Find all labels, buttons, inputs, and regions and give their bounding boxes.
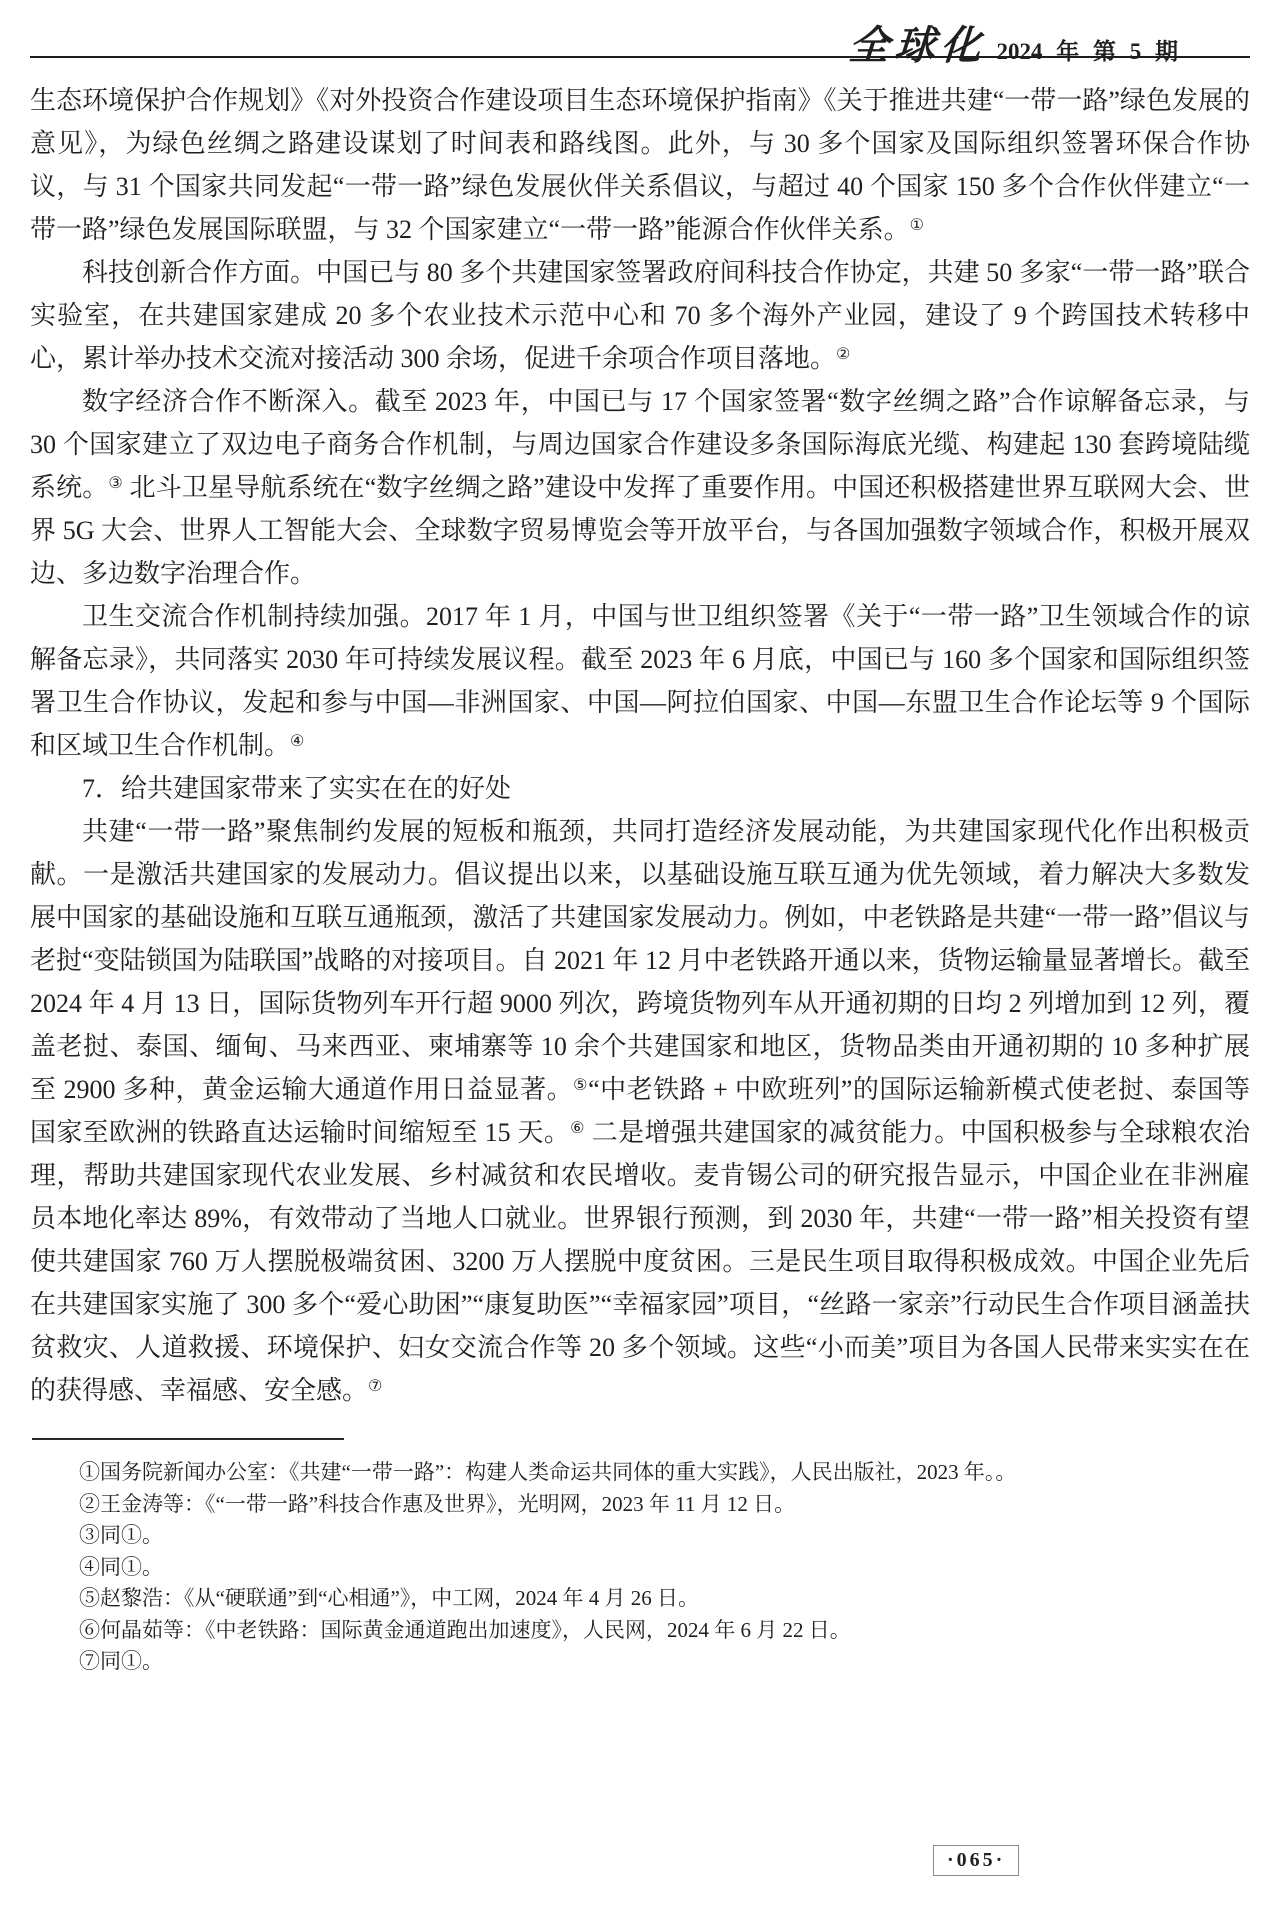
section-subheading: 7．给共建国家带来了实实在在的好处 <box>82 774 512 803</box>
paragraph-health-cooperation: 卫生交流合作机制持续加强。2017 年 1 月，中国与世卫组织签署《关于“一带一路”卫生领域合作的谅解备忘录》，共同落实 2030 年可持续发展议程。截至 2023 年 6 月底，中国已与 160 多个国家和国际组织签署卫生合作协议，发起和参与中国—非洲国家、中国—阿拉伯国家、中国—东盟卫生合作论坛等 9 个国际和区域卫生合作机制。④ <box>30 602 1250 760</box>
journal-logo: 全球化 <box>846 23 988 68</box>
issue-info: 2024 年 第 5 期 <box>996 39 1178 64</box>
paragraph-digital-economy: 数字经济合作不断深入。截至 2023 年，中国已与 17 个国家签署“数字丝绸之路”合作谅解备忘录，与 30 个国家建立了双边电子商务合作机制，与周边国家合作建设多条国际海底光缆、构建起 130 套跨境陆缆系统。③ 北斗卫星导航系统在“数字丝绸之路”建设中发挥了重要作用。中国还积极搭建世界互联网大会、世界 5G 大会、世界人工智能大会、全球数字贸易博览会等开放平台，与各国加强数字领域合作，积极开展双边、多边数字治理合作。 <box>30 387 1250 588</box>
paragraph-continuation: 生态环境保护合作规划》《对外投资合作建设项目生态环境保护指南》《关于推进共建“一带一路”绿色发展的意见》，为绿色丝绸之路建设谋划了时间表和路线图。此外，与 30 多个国家及国际组织签署环保合作协议，与 31 个国家共同发起“一带一路”绿色发展伙伴关系倡议，与超过 40 个国家 150 多个合作伙伴建立“一带一路”绿色发展国际联盟，与 32 个国家建立“一带一路”能源合作伙伴关系。① <box>30 86 1250 244</box>
footnote-divider <box>32 1438 344 1440</box>
page-number: ·065· <box>933 1845 1019 1876</box>
footnotes <box>30 1457 1250 1678</box>
article-body <box>30 79 1250 1412</box>
footnote-3: ③同①。 <box>79 1523 163 1547</box>
footnote-2: ②王金涛等：《“一带一路”科技合作惠及世界》，光明网，2023 年 11 月 12 日。 <box>79 1491 796 1516</box>
page-header <box>30 0 1250 68</box>
paragraph-benefits: 共建“一带一路”聚焦制约发展的短板和瓶颈，共同打造经济发展动能，为共建国家现代化作出积极贡献。一是激活共建国家的发展动力。倡议提出以来，以基础设施互联互通为优先领域，着力解决大多数发展中国家的基础设施和互联互通瓶颈，激活了共建国家发展动力。例如，中老铁路是共建“一带一路”倡议与老挝“变陆锁国为陆联国”战略的对接项目。自 2021 年 12 月中老铁路开通以来，货物运输量显著增长。截至 2024 年 4 月 13 日，国际货物列车开行超 9000 列次，跨境货物列车从开通初期的日均 2 列增加到 12 列，覆盖老挝、泰国、缅甸、马来西亚、柬埔寨等 10 余个共建国家和地区，货物品类由开通初期的 10 多种扩展至 2900 多种，黄金运输大通道作用日益显著。⑤“中老铁路 + 中欧班列”的国际运输新模式使老挝、泰国等国家至欧洲的铁路直达运输时间缩短至 15 天。⑥ 二是增强共建国家的减贫能力。中国积极参与全球粮农治理，帮助共建国家现代农业发展、乡村减贫和农民增收。麦肯锡公司的研究报告显示，中国企业在非洲雇员本地化率达 89%，有效带动了当地人口就业。世界银行预测，到 2030 年，共建“一带一路”相关投资有望使共建国家 760 万人摆脱极端贫困、3200 万人摆脱中度贫困。三是民生项目取得积极成效。中国企业先后在共建国家实施了 300 多个“爱心助困”“康复助医”“幸福家园”项目，“丝路一家亲”行动民生合作项目涵盖扶贫救灾、人道救援、环境保护、妇女交流合作等 20 多个领域。这些“小而美”项目为各国人民带来实实在在的获得感、幸福感、安全感。⑦ <box>30 817 1250 1405</box>
footnote-1: ①国务院新闻办公室：《共建“一带一路”：构建人类命运共同体的重大实践》，人民出版社，2023 年。。 <box>79 1460 1017 1484</box>
footnote-6: ⑥何晶茹等：《中老铁路：国际黄金通道跑出加速度》，人民网，2024 年 6 月 22 日。 <box>79 1617 851 1642</box>
footnote-4: ④同①。 <box>79 1554 163 1579</box>
footnote-5: ⑤赵黎浩：《从“硬联通”到“心相通”》，中工网，2024 年 4 月 26 日。 <box>79 1586 700 1610</box>
paragraph-science-cooperation: 科技创新合作方面。中国已与 80 多个共建国家签署政府间科技合作协定，共建 50 多家“一带一路”联合实验室，在共建国家建成 20 多个农业技术示范中心和 70 多个海外产业园，建设了 9 个跨国技术转移中心，累计举办技术交流对接活动 300 余场，促进千余项合作项目落地。② <box>30 258 1250 373</box>
footnote-7: ⑦同①。 <box>79 1649 163 1673</box>
